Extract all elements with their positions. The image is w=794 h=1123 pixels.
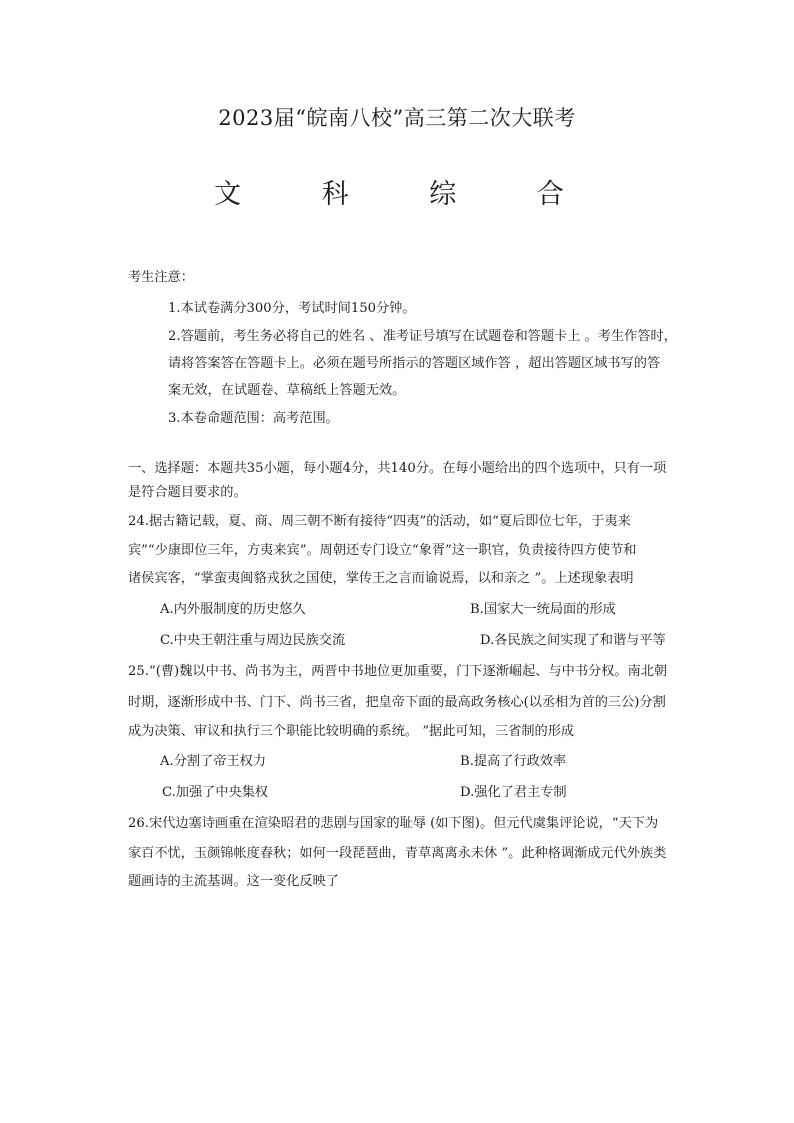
q26-stem-line-1: 26.宋代边塞诗画重在渲染昭君的悲剧与国家的耻辱 (如下图)。但元代虞集评论说，“天下为 — [128, 816, 659, 831]
q24-stem-line-3: 诸侯宾客，“掌蛮夷闽貉戎狄之国使，掌传王之言而谕说焉，以和亲之 ”。上述现象表明 — [128, 571, 634, 586]
q26-stem-line-2: 家百不忧，玉颜锦帐度春秋；如何一段琵琶曲，青草离离永未休 ”。此种格调渐成元代外族类 — [128, 846, 667, 861]
notice-item-2-line-1: 2.答题前，考生务必将自己的姓名 、准考证号填写在试题卷和答题卡上 。考生作答时， — [168, 329, 677, 344]
section-heading-line-1: 一、选择题：本题共35小题，每小题4分，共140分。在每小题给出的四个选项中，只有一项 — [128, 461, 667, 476]
q25-option-a: A.分割了帝王权力 — [160, 754, 267, 769]
q25-option-d: D.强化了君主专制 — [460, 785, 567, 800]
q24-stem-line-1: 24.据古籍记载，夏、商、周三朝不断有接待“四夷”的活动，如“夏后即位七年，于夷来 — [128, 514, 631, 529]
q25-option-b: B.提高了行政效率 — [460, 754, 567, 769]
section-heading-line-2: 是符合题目要求的。 — [128, 485, 247, 500]
q25-stem-line-3: 成为决策、审议和执行三个职能比较明确的系统。 ”据此可知，三省制的形成 — [128, 724, 575, 739]
q25-option-c: C.加强了中央集权 — [162, 785, 269, 800]
notice-item-3: 3.本卷命题范围：高考范围。 — [168, 411, 339, 426]
subject-title: 文 科 综 合 — [214, 179, 600, 210]
q25-stem-line-1: 25.“(曹)魏以中书、尚书为主，两晋中书地位更加重要，门下逐渐崛起、与中书分权。南北朝 — [128, 664, 668, 679]
notice-item-1: 1.本试卷满分300分，考试时间150分钟。 — [168, 301, 416, 316]
q24-option-c: C.中央王朝注重与周边民族交流 — [160, 633, 346, 648]
notice-item-2-line-2: 请将答案答在答题卡上。必须在题号所指示的答题区域作答 ，超出答题区域书写的答 — [168, 356, 661, 371]
notice-item-2-line-3: 案无效，在试题卷、草稿纸上答题无效。 — [168, 383, 406, 398]
q24-stem-line-2: 宾”“少康即位三年，方夷来宾”。周朝还专门设立“象胥”这一职官，负责接待四方使节和 — [128, 543, 637, 558]
q24-option-b: B.国家大一统局面的形成 — [470, 602, 616, 617]
q24-option-a: A.内外服制度的历史悠久 — [160, 602, 306, 617]
q24-option-d: D.各民族之间实现了和谐与平等 — [480, 633, 666, 648]
page-title: 2023届“皖南八校”高三第二次大联考 — [218, 106, 576, 130]
q26-stem-line-3: 题画诗的主流基调。这一变化反映了 — [128, 874, 339, 889]
q25-stem-line-2: 时期，逐渐形成中书、门下、尚书三省，把皇帝下面的最高政务核心(以丞相为首的三公)分割 — [128, 695, 666, 710]
notice-heading: 考生注意： — [128, 270, 194, 285]
